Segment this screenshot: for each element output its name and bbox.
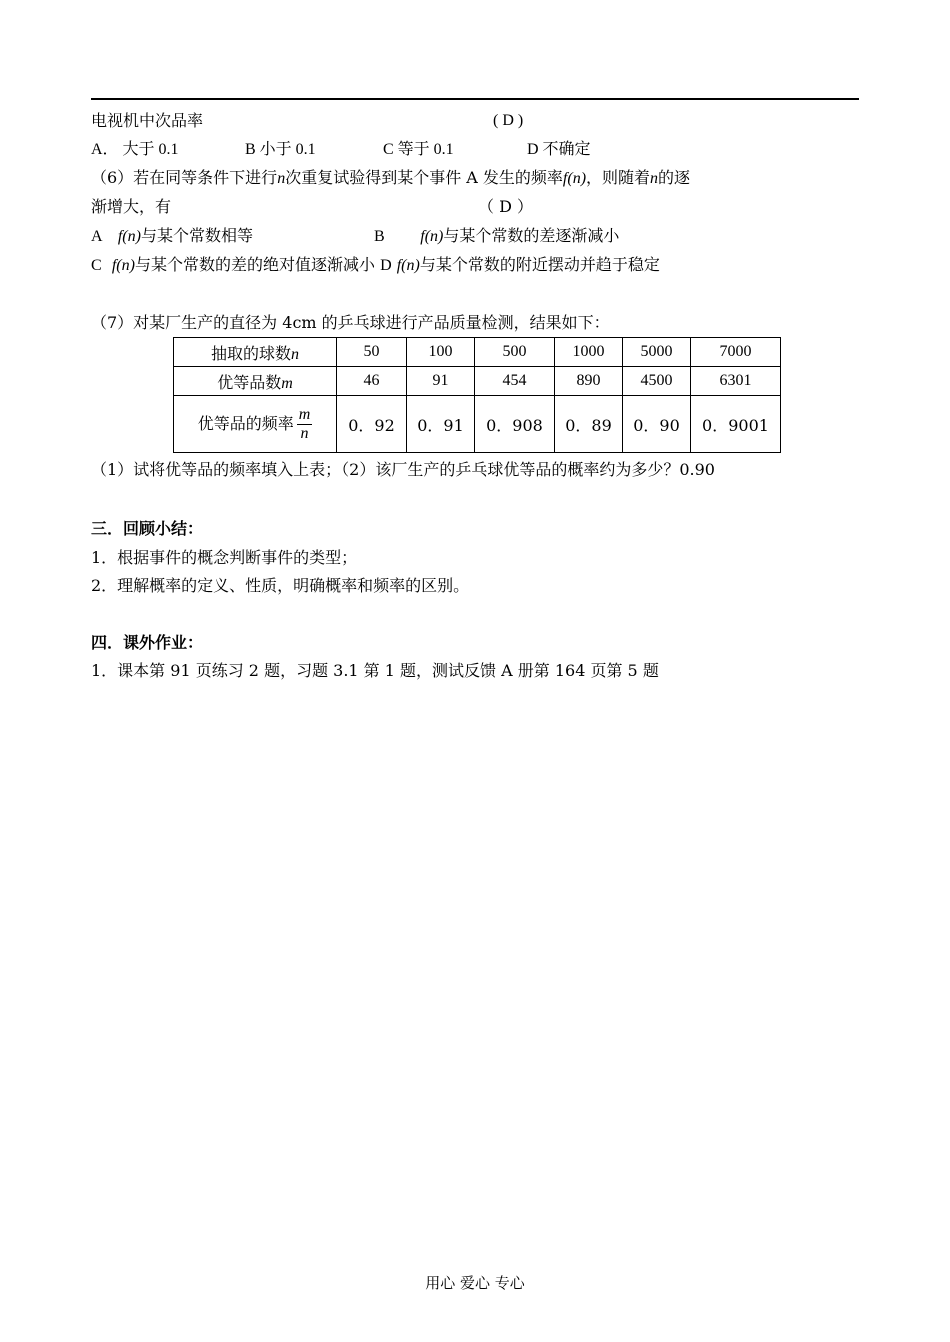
table-cell: 100 — [407, 338, 475, 367]
table-cell-label: 优等品的频率 $\frac{m}{n}$ — [174, 396, 337, 453]
table-cell: 500 — [475, 338, 555, 367]
q6-option-a-fn: f(n) — [117, 228, 141, 245]
summary-item-1: 1．根据事件的概念判断事件的类型； — [91, 548, 358, 567]
q6-option-a-text: 与某个常数相等 — [140, 226, 253, 245]
q5-option-a: A． 大于 0.1 — [91, 141, 179, 158]
summary-item-2: 2．理解概率的定义、性质，明确概率和频率的区别。 — [91, 576, 470, 595]
q5-option-b: B 小于 0.1 — [245, 141, 316, 158]
table-cell-label: 优等品数m — [174, 367, 337, 396]
table-cell: 0．91 — [407, 396, 475, 453]
q6-answer: （ D ） — [478, 197, 534, 216]
q6-option-a-label: A — [91, 228, 103, 245]
table-cell: 1000 — [555, 338, 623, 367]
q6-mid: 次重复试验得到某个事件 A 发生的频率 — [285, 168, 563, 187]
q6-option-c — [91, 255, 660, 276]
q6-option-b-label: B — [374, 228, 385, 245]
table-cell: 6301 — [691, 367, 781, 396]
q5-option-d: D 不确定 — [527, 141, 591, 158]
table-cell: 0．92 — [337, 396, 407, 453]
homework-item-1: 1．课本第 91 页练习 2 题，习题 3.1 第 1 题，测试反馈 A 册第 164 页第 5 题 — [91, 661, 659, 680]
q6-option-b-fn: f(n) — [420, 228, 444, 245]
q6-fn: f(n) — [562, 170, 587, 187]
table-cell: 7000 — [691, 338, 781, 367]
table-cell: 50 — [337, 338, 407, 367]
table-row — [174, 367, 781, 396]
q6-prefix: （6）若在同等条件下进行 — [91, 168, 278, 187]
table-cell: 91 — [407, 367, 475, 396]
q6-n-var-2: n — [650, 170, 659, 187]
table-cell: 0．89 — [555, 396, 623, 453]
table-cell: 0．908 — [475, 396, 555, 453]
header-rule — [91, 98, 859, 100]
q5-option-c: C 等于 0.1 — [383, 141, 454, 158]
fraction-m-over-n: $\frac{m}{n}$ — [298, 405, 311, 442]
q6-option-a — [91, 226, 253, 247]
table-cell-label: 抽取的球数n — [174, 338, 337, 367]
q6-option-d-text: 与某个常数的附近摆动并趋于稳定 — [419, 255, 660, 274]
q7-stem: （7）对某厂生产的直径为 4cm 的乒乓球进行产品质量检测，结果如下： — [91, 313, 610, 332]
q6-mid2: ，则随着 — [586, 168, 651, 187]
table-row — [174, 396, 781, 453]
table-cell: 5000 — [623, 338, 691, 367]
q7-followup: （1）试将优等品的频率填入上表；（2）该厂生产的乒乓球优等品的概率约为多少？0.90 — [91, 460, 715, 479]
results-table — [173, 337, 781, 453]
q6-n-var: n — [277, 170, 286, 187]
q6-option-d-fn: f(n) — [396, 257, 420, 274]
q6-option-c-fn: f(n) — [111, 257, 135, 274]
q6-option-c-label: C — [91, 257, 102, 274]
summary-heading: 三．回顾小结： — [91, 519, 204, 538]
q6-stem-line1 — [91, 168, 690, 189]
table-cell: 0．9001 — [691, 396, 781, 453]
table-cell: 46 — [337, 367, 407, 396]
q6-option-b-text: 与某个常数的差逐渐减小 — [443, 226, 620, 245]
table-row — [174, 338, 781, 367]
q5-answer: ( D ) — [493, 112, 524, 129]
q6-option-c-text: 与某个常数的差的绝对值逐渐减小 — [134, 255, 375, 274]
page-footer: 用心 爱心 专心 — [425, 1274, 525, 1292]
table-cell: 0．90 — [623, 396, 691, 453]
q5-stem: 电视机中次品率 — [91, 111, 204, 130]
q6-option-d-label: D — [380, 257, 392, 274]
q6-option-b — [374, 226, 619, 247]
q6-suffix: 的逐 — [658, 168, 691, 187]
q6-stem-line2: 渐增大，有 — [91, 197, 172, 216]
homework-heading: 四．课外作业： — [91, 633, 204, 652]
table-cell: 4500 — [623, 367, 691, 396]
table-cell: 890 — [555, 367, 623, 396]
table-cell: 454 — [475, 367, 555, 396]
